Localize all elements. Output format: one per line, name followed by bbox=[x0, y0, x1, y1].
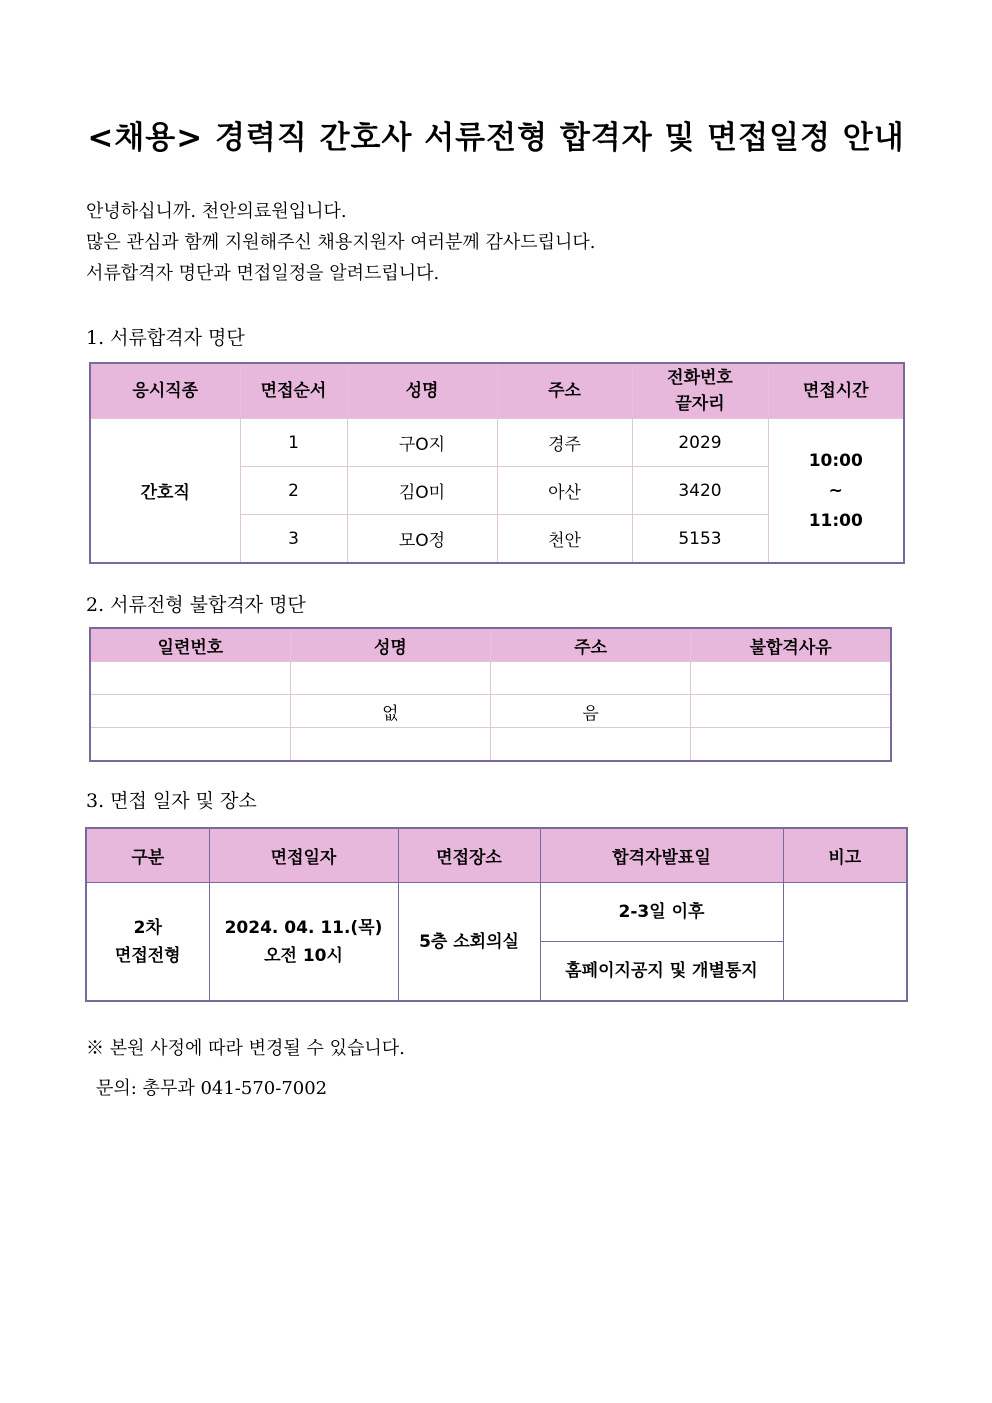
address-cell: 경주 bbox=[497, 419, 632, 467]
failed-applicants-table bbox=[89, 627, 892, 762]
header-time: 면접시간 bbox=[768, 363, 904, 419]
table-row bbox=[90, 695, 891, 728]
header-place: 면접장소 bbox=[398, 828, 540, 883]
announce-cell: 홈페이지공지 및 개별통지 bbox=[540, 942, 783, 1002]
header-phone: 전화번호 끝자리 bbox=[632, 363, 768, 419]
phone-cell: 3420 bbox=[632, 467, 768, 515]
date-cell: 2024. 04. 11.(목) 오전 10시 bbox=[209, 883, 398, 1002]
job-cell: 간호직 bbox=[90, 419, 240, 564]
table-row bbox=[90, 728, 891, 762]
header-job: 응시직종 bbox=[90, 363, 240, 419]
page-title: <채용> 경력직 간호사 서류전형 합격자 및 면접일정 안내 bbox=[87, 120, 905, 156]
header-order: 면접순서 bbox=[240, 363, 347, 419]
remark-cell bbox=[783, 883, 907, 1002]
header-remark: 비고 bbox=[783, 828, 907, 883]
intro-line: 안녕하십니까. 천안의료원입니다. bbox=[86, 201, 347, 222]
address-cell: 아산 bbox=[497, 467, 632, 515]
header-category: 구분 bbox=[86, 828, 209, 883]
name-cell: 김O미 bbox=[347, 467, 497, 515]
header-reason: 불합격사유 bbox=[691, 628, 891, 662]
contact-text: 문의: 총무과 041-570-7002 bbox=[96, 1078, 328, 1099]
header-address: 주소 bbox=[491, 628, 691, 662]
announce-cell: 2-3일 이후 bbox=[540, 883, 783, 942]
header-name: 성명 bbox=[290, 628, 490, 662]
none-text: 없 bbox=[290, 695, 490, 728]
intro-line: 많은 관심과 함께 지원해주신 채용지원자 여러분께 감사드립니다. bbox=[86, 232, 596, 253]
order-cell: 1 bbox=[240, 419, 347, 467]
intro-line: 서류합격자 명단과 면접일정을 알려드립니다. bbox=[86, 263, 440, 284]
table-row bbox=[90, 662, 891, 695]
phone-cell: 2029 bbox=[632, 419, 768, 467]
order-cell: 2 bbox=[240, 467, 347, 515]
header-serial: 일련번호 bbox=[90, 628, 290, 662]
section3-heading: 3. 면접 일자 및 장소 bbox=[86, 790, 257, 812]
none-text: 음 bbox=[491, 695, 691, 728]
table-row bbox=[86, 883, 907, 942]
passed-applicants-table bbox=[89, 362, 905, 564]
time-cell: 10:00 ~ 11:00 bbox=[768, 419, 904, 564]
phone-cell: 5153 bbox=[632, 515, 768, 564]
header-name: 성명 bbox=[347, 363, 497, 419]
category-cell: 2차 면접전형 bbox=[86, 883, 209, 1002]
name-cell: 모O정 bbox=[347, 515, 497, 564]
section2-heading: 2. 서류전형 불합격자 명단 bbox=[86, 594, 306, 616]
interview-schedule-table bbox=[85, 827, 908, 1002]
address-cell: 천안 bbox=[497, 515, 632, 564]
header-date: 면접일자 bbox=[209, 828, 398, 883]
place-cell: 5층 소회의실 bbox=[398, 883, 540, 1002]
notice-text: ※ 본원 사정에 따라 변경될 수 있습니다. bbox=[86, 1038, 405, 1059]
intro-text bbox=[86, 196, 596, 289]
table-row bbox=[90, 419, 904, 467]
order-cell: 3 bbox=[240, 515, 347, 564]
header-address: 주소 bbox=[497, 363, 632, 419]
header-announce: 합격자발표일 bbox=[540, 828, 783, 883]
section1-heading: 1. 서류합격자 명단 bbox=[86, 327, 245, 349]
name-cell: 구O지 bbox=[347, 419, 497, 467]
